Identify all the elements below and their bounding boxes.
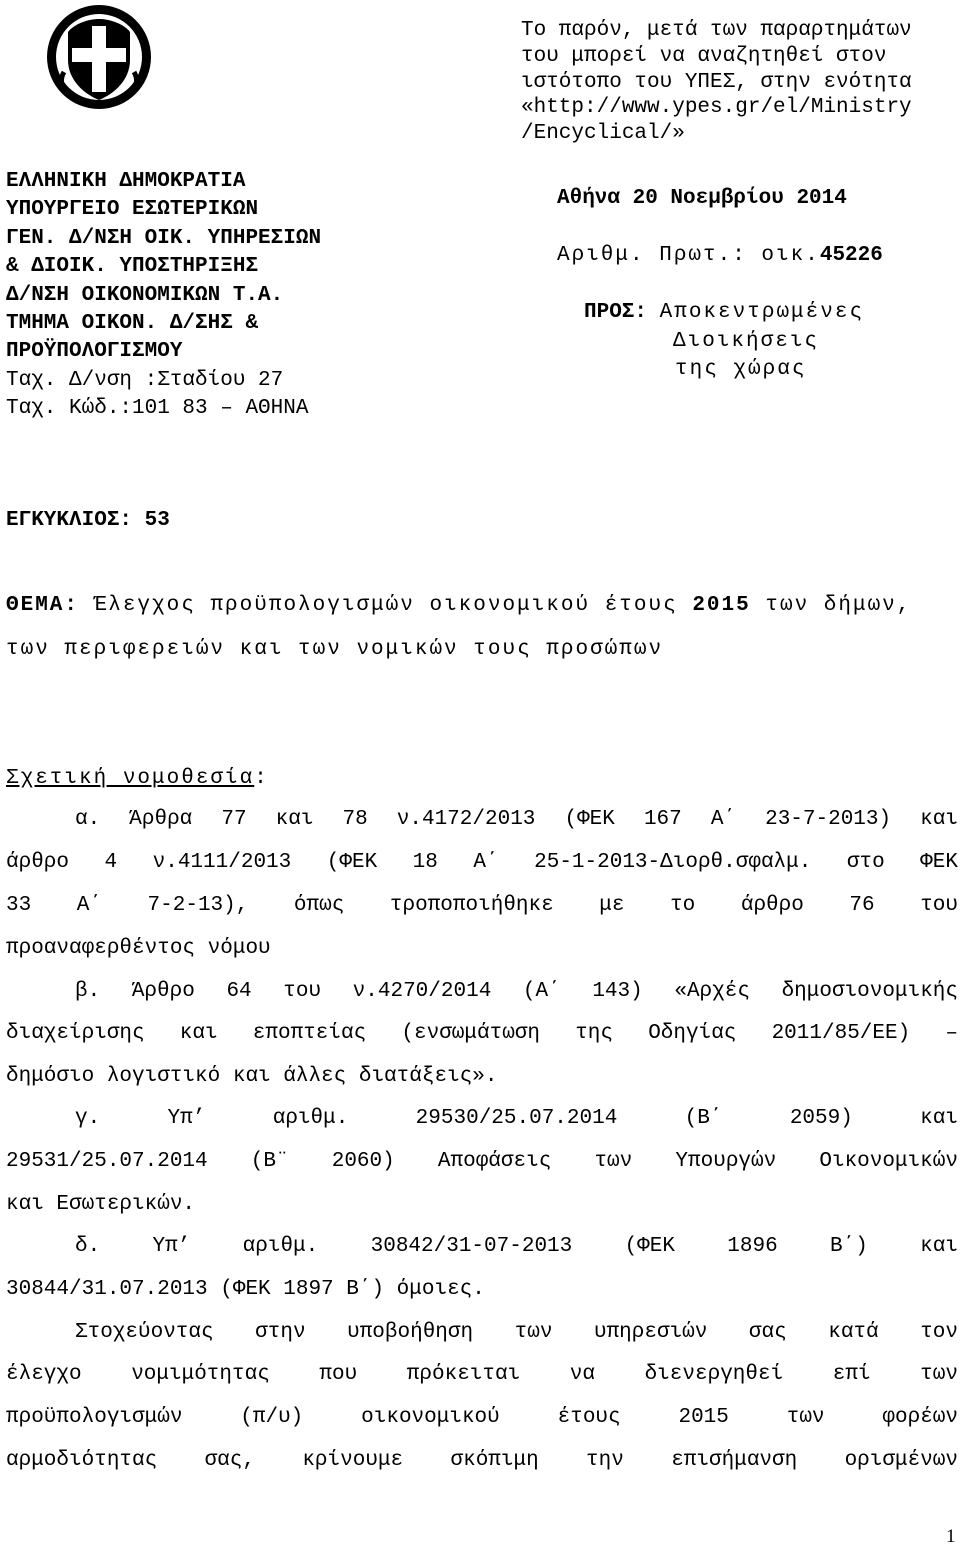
sender-line: ΓΕΝ. Δ/ΝΣΗ ΟΙΚ. ΥΠΗΡΕΣΙΩΝ xyxy=(6,226,322,250)
legislation-line: διαχείρισης και εποπτείας (ενσωμάτωση της Οδηγίας 2011/85/ΕΕ) – xyxy=(6,1022,958,1045)
body-line: έλεγχο νομιμότητας που πρόκειται να διενεργηθεί επί των xyxy=(6,1363,958,1386)
legislation-heading xyxy=(6,767,267,790)
subject-text: των δήμων, xyxy=(765,594,912,617)
subject-line xyxy=(6,594,958,617)
legislation-line: 30844/31.07.2013 (ΦΕΚ 1897 Β΄) όμοιες. xyxy=(6,1278,485,1301)
circular-number: ΕΓΚΥΚΛΙΟΣ: 53 xyxy=(6,509,170,532)
notice-line: ιστότοπο του ΥΠΕΣ, στην ενότητα xyxy=(521,70,912,94)
legislation-line: β. Άρθρο 64 του ν.4270/2014 (Α΄ 143) «Αρχές δημοσιονομικής xyxy=(75,980,958,1003)
legislation-line: 33 Α΄ 7-2-13), όπως τροποποιήθηκε με το άρθρο 76 του xyxy=(6,894,958,917)
notice-line: /Encyclical/» xyxy=(521,122,685,146)
greek-emblem-icon xyxy=(44,2,154,112)
subject-line: των περιφερειών και των νομικών τους προσώπων xyxy=(6,638,664,661)
page-number: 1 xyxy=(946,1526,956,1547)
notice-line: Το παρόν, μετά των παραρτημάτων xyxy=(521,19,912,42)
legislation-colon: : xyxy=(254,767,267,790)
recipient-line: Αποκεντρωμένες xyxy=(659,301,865,324)
legislation-line: δημόσιο λογιστικό και άλλες διατάξεις». xyxy=(6,1065,498,1088)
sender-line: ΥΠΟΥΡΓΕΙΟ ΕΣΩΤΕΡΙΚΩΝ xyxy=(6,198,259,222)
notice-line: του μπορεί να αναζητηθεί στον xyxy=(521,44,887,68)
notice-line: «http://www.ypes.gr/el/Ministry xyxy=(521,96,912,120)
legislation-line: α. Άρθρα 77 και 78 ν.4172/2013 (ΦΕΚ 167 Α΄ 23-7-2013) και xyxy=(75,808,958,831)
sender-line: Δ/ΝΣΗ ΟΙΚΟΝΟΜΙΚΩΝ Τ.Α. xyxy=(6,283,284,307)
sender-line: ΤΜΗΜΑ ΟΙΚΟΝ. Δ/ΣΗΣ & xyxy=(6,312,259,336)
legislation-heading-text: Σχετική νομοθεσία xyxy=(6,767,255,790)
protocol-value: 45226 xyxy=(819,244,883,267)
body-line: αρμοδιότητας σας, κρίνουμε σκόπιμη την επισήμανση ορισμένων xyxy=(6,1449,958,1472)
subject-text: Έλεγχος προϋπολογισμών οικονομικού έτους xyxy=(93,594,678,617)
sender-line: & ΔΙΟΙΚ. ΥΠΟΣΤΗΡΙΞΗΣ xyxy=(6,255,259,279)
legislation-line: γ. Υπ’ αριθμ. 29530/25.07.2014 (Β΄ 2059) και xyxy=(75,1107,958,1130)
sender-block xyxy=(6,168,321,424)
recipient-line: Διοικήσεις xyxy=(673,330,820,353)
availability-notice xyxy=(521,18,912,147)
sender-postal: Ταχ. Κώδ.:101 83 – ΑΘΗΝΑ xyxy=(6,397,309,421)
legislation-line: άρθρο 4 ν.4111/2013 (ΦΕΚ 18 Α΄ 25-1-2013-Διορθ.σφαλμ. στο ΦΕΚ xyxy=(6,851,958,874)
protocol-number xyxy=(557,244,883,267)
legislation-line: και Εσωτερικών. xyxy=(6,1193,196,1216)
legislation-line: 29531/25.07.2014 (Β¨ 2060) Αποφάσεις των Υπουργών Οικονομικών xyxy=(6,1150,958,1173)
body-line: προϋπολογισμών (π/υ) οικονομικού έτους 2015 των φορέων xyxy=(6,1406,958,1429)
document-date: Αθήνα 20 Νοεμβρίου 2014 xyxy=(557,187,847,210)
recipient-line: της χώρας xyxy=(675,358,807,381)
subject-year: 2015 xyxy=(692,594,751,617)
recipient-label: ΠΡΟΣ: xyxy=(584,301,648,324)
sender-line: ΕΛΛΗΝΙΚΗ ΔΗΜΟΚΡΑΤΙΑ xyxy=(6,170,246,193)
sender-address: Ταχ. Δ/νση :Σταδίου 27 xyxy=(6,368,284,392)
legislation-line: προαναφερθέντος νόμου xyxy=(6,937,271,960)
legislation-line: δ. Υπ’ αριθμ. 30842/31-07-2013 (ΦΕΚ 1896 Β΄) και xyxy=(75,1235,958,1258)
protocol-label: Αριθμ. Πρωτ.: οικ. xyxy=(557,244,820,267)
recipient xyxy=(584,301,864,324)
subject-label: ΘΕΜΑ: xyxy=(6,594,80,617)
body-line: Στοχεύοντας στην υποβοήθηση των υπηρεσιών σας κατά τον xyxy=(75,1321,958,1344)
sender-line: ΠΡΟΫΠΟΛΟΓΙΣΜΟΥ xyxy=(6,340,183,364)
